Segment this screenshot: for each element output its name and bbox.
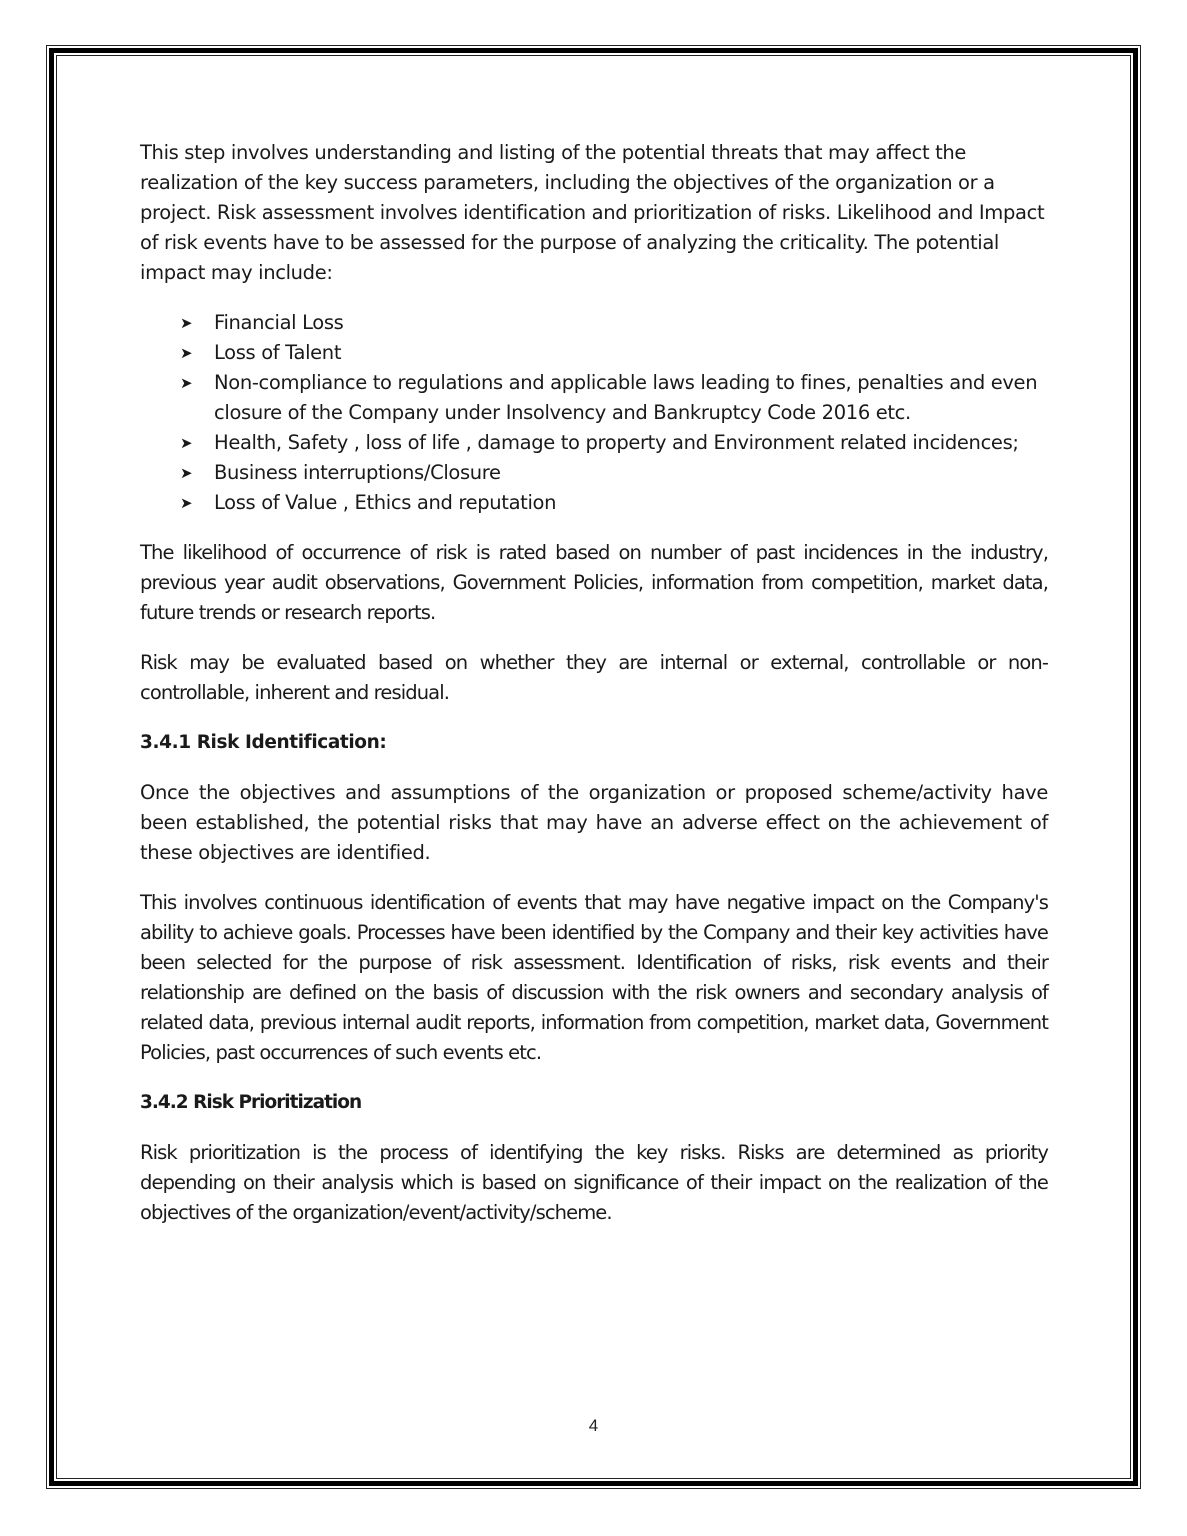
arrowhead-bullet-icon: ➤ — [180, 314, 193, 332]
list-item-text: Loss of Talent — [214, 341, 342, 364]
likelihood-paragraph: The likelihood of occurrence of risk is rated based on number of past incidences in the industry, previous year audit observations, Government Policies, information from competition, market data, future trends or research reports. — [140, 541, 1048, 624]
list-item-text: Business interruptions/Closure — [214, 461, 501, 484]
list-item-text: Health, Safety , loss of life , damage to property and Environment related incidences; — [214, 431, 1019, 454]
list-item — [140, 458, 1048, 488]
risk-prioritization-paragraph: Risk prioritization is the process of identifying the key risks. Risks are determined as priority depending on their analysis which is based on significance of their impact on the realization of the objectives of the organization/event/activity/scheme. — [140, 1141, 1048, 1224]
arrowhead-bullet-icon: ➤ — [180, 464, 193, 482]
list-item — [140, 308, 1048, 338]
arrowhead-bullet-icon: ➤ — [180, 494, 193, 512]
intro-paragraph: This step involves understanding and listing of the potential threats that may affect the realization of the key success parameters, including the objectives of the organization or a project. Risk assessment involves identification and prioritization of risks. Likelihood and Impact of risk events have to be assessed for the purpose of analyzing the criticality. The potential impact may include: — [140, 141, 1045, 284]
impact-list — [140, 308, 1048, 518]
evaluation-paragraph: Risk may be evaluated based on whether they are internal or external, controllable or non-controllable, inherent and residual. — [140, 651, 1048, 704]
list-item-text: Loss of Value , Ethics and reputation — [214, 491, 557, 514]
list-item-text: Financial Loss — [214, 311, 344, 334]
list-item — [140, 488, 1048, 518]
risk-identification-paragraph-2: This involves continuous identification of events that may have negative impact on the Company's ability to achieve goals. Processes have been identified by the Company and their key activities have been selected for the purpose of risk assessment. Identification of risks, risk events and their relationship are defined on the basis of discussion with the risk owners and secondary analysis of related data, previous internal audit reports, information from competition, market data, Government Policies, past occurrences of such events etc. — [140, 891, 1048, 1064]
arrowhead-bullet-icon: ➤ — [180, 374, 193, 392]
list-item — [140, 428, 1048, 458]
risk-identification-paragraph-1: Once the objectives and assumptions of the organization or proposed scheme/activity have been established, the potential risks that may have an adverse effect on the achievement of these objectives are identified. — [140, 781, 1048, 864]
page-number: 4 — [588, 1416, 599, 1435]
list-item-text: Non-compliance to regulations and applicable laws leading to fines, penalties and even closure of the Company under Insolvency and Bankruptcy Code 2016 etc. — [214, 371, 1038, 424]
section-heading-risk-identification: 3.4.1 Risk Identification: — [140, 732, 387, 753]
page-content — [140, 138, 1048, 1248]
arrowhead-bullet-icon: ➤ — [180, 344, 193, 362]
list-item — [140, 368, 1048, 428]
section-heading-risk-prioritization: 3.4.2 Risk Prioritization — [140, 1092, 362, 1113]
arrowhead-bullet-icon: ➤ — [180, 434, 193, 452]
list-item — [140, 338, 1048, 368]
